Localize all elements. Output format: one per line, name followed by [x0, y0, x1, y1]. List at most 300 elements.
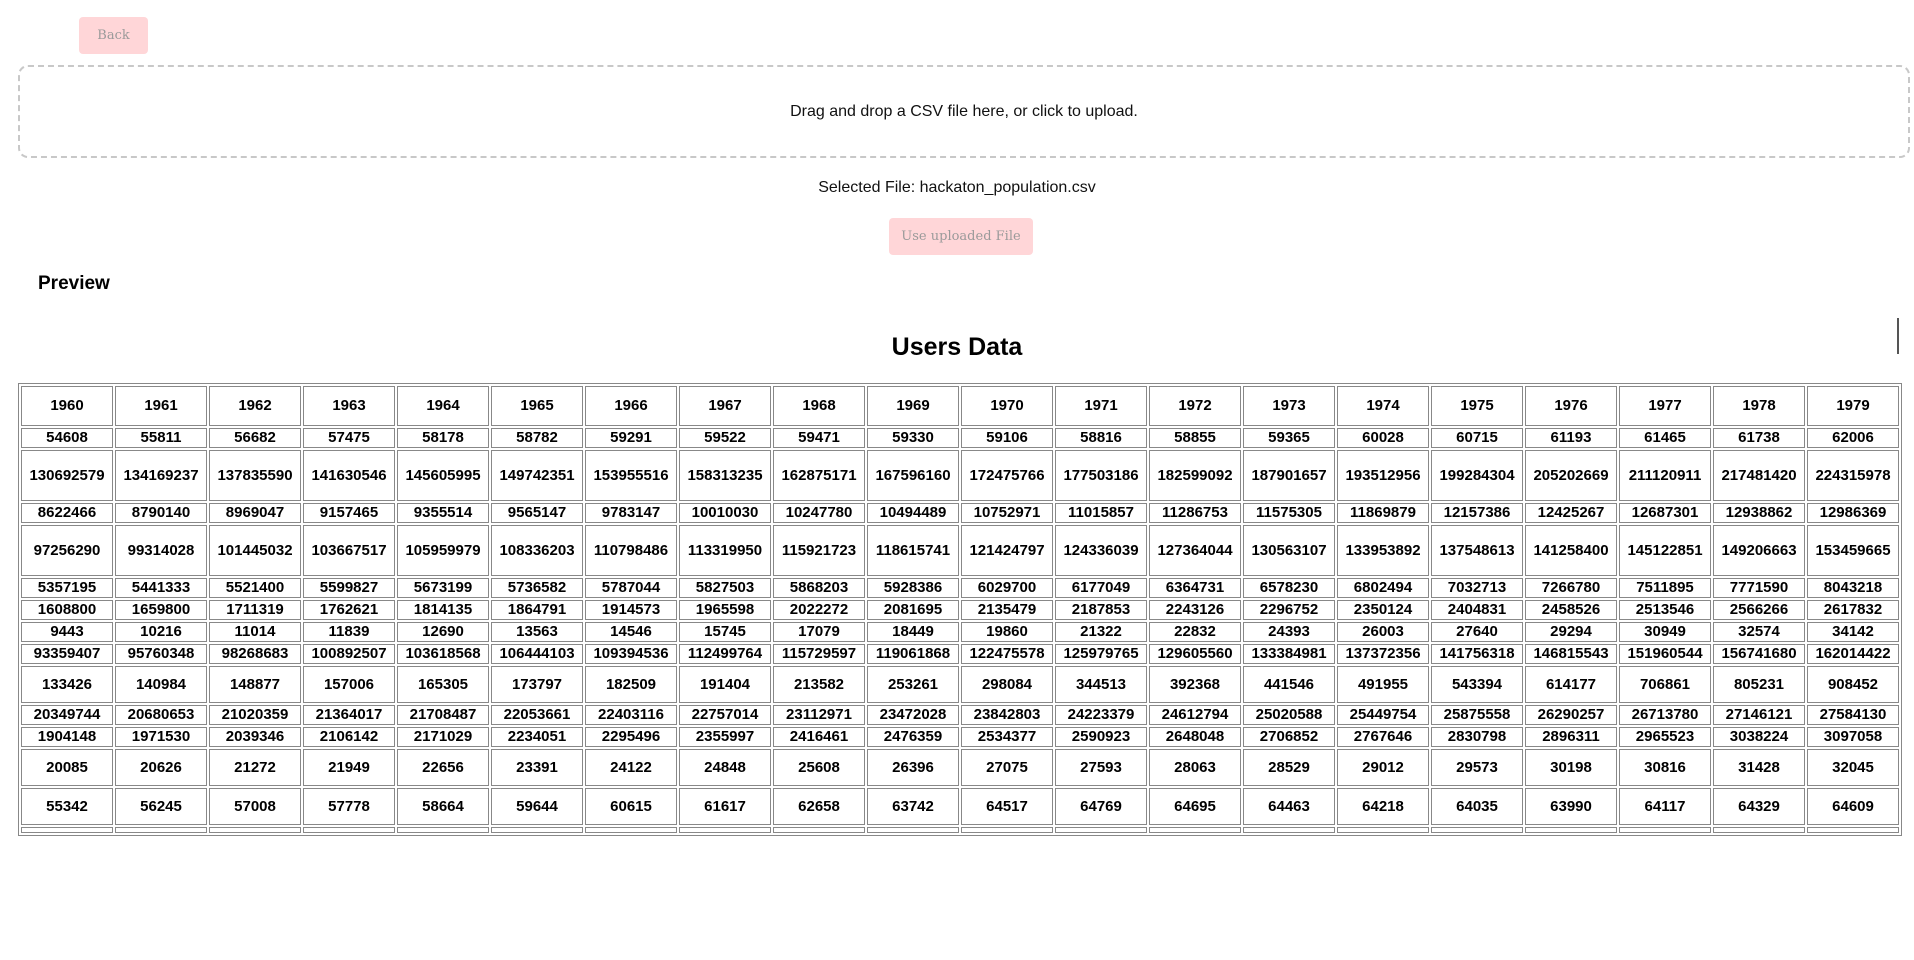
table-header-cell: 1968 — [773, 386, 865, 426]
table-cell: 26396 — [867, 749, 959, 786]
table-cell: 173797 — [491, 666, 583, 703]
table-cell: 2896311 — [1525, 727, 1617, 747]
table-cell: 22053661 — [491, 705, 583, 725]
table-cell: 23472028 — [867, 705, 959, 725]
table-cell: 11575305 — [1243, 503, 1335, 523]
table-cell: 58782 — [491, 428, 583, 448]
horizontal-scrollbar[interactable] — [1897, 318, 1899, 354]
table-cell: 64609 — [1807, 788, 1899, 825]
table-cell: 2648048 — [1149, 727, 1241, 747]
table-cell: 157006 — [303, 666, 395, 703]
table-cell: 130563107 — [1243, 525, 1335, 576]
table-cell: 30198 — [1525, 749, 1617, 786]
table-cell: 11014 — [209, 622, 301, 642]
data-table — [18, 383, 1902, 836]
table-cell: 205202669 — [1525, 450, 1617, 501]
table-cell — [491, 827, 583, 833]
table-cell — [1619, 827, 1711, 833]
table-cell: 187901657 — [1243, 450, 1335, 501]
table-cell: 64218 — [1337, 788, 1429, 825]
table-cell: 64035 — [1431, 788, 1523, 825]
table-cell: 141258400 — [1525, 525, 1617, 576]
table-cell: 217481420 — [1713, 450, 1805, 501]
table-cell: 58178 — [397, 428, 489, 448]
table-cell: 11839 — [303, 622, 395, 642]
table-cell: 145122851 — [1619, 525, 1711, 576]
table-cell — [1807, 827, 1899, 833]
table-cell: 58855 — [1149, 428, 1241, 448]
table-cell: 24122 — [585, 749, 677, 786]
table-cell: 23391 — [491, 749, 583, 786]
table-row — [21, 600, 1899, 620]
table-cell: 2187853 — [1055, 600, 1147, 620]
table-cell: 149206663 — [1713, 525, 1805, 576]
table-cell: 5521400 — [209, 578, 301, 598]
table-cell: 491955 — [1337, 666, 1429, 703]
table-row — [21, 788, 1899, 825]
table-cell: 211120911 — [1619, 450, 1711, 501]
table-cell: 177503186 — [1055, 450, 1147, 501]
table-cell: 162014422 — [1807, 644, 1899, 664]
table-cell: 156741680 — [1713, 644, 1805, 664]
table-header-cell: 1967 — [679, 386, 771, 426]
table-cell: 12690 — [397, 622, 489, 642]
table-cell: 2416461 — [773, 727, 865, 747]
table-cell: 2476359 — [867, 727, 959, 747]
table-cell: 1904148 — [21, 727, 113, 747]
table-cell: 21322 — [1055, 622, 1147, 642]
table-cell: 133384981 — [1243, 644, 1335, 664]
table-row — [21, 503, 1899, 523]
table-cell: 31428 — [1713, 749, 1805, 786]
table-cell: 7032713 — [1431, 578, 1523, 598]
table-cell: 22656 — [397, 749, 489, 786]
table-cell: 115921723 — [773, 525, 865, 576]
table-cell: 18449 — [867, 622, 959, 642]
table-cell: 5736582 — [491, 578, 583, 598]
table-cell: 193512956 — [1337, 450, 1429, 501]
table-cell: 57475 — [303, 428, 395, 448]
table-cell: 22403116 — [585, 705, 677, 725]
table-cell: 59291 — [585, 428, 677, 448]
table-cell: 127364044 — [1149, 525, 1241, 576]
table-cell — [773, 827, 865, 833]
table-header-cell: 1977 — [1619, 386, 1711, 426]
table-cell: 55811 — [115, 428, 207, 448]
table-cell: 103618568 — [397, 644, 489, 664]
table-cell: 9355514 — [397, 503, 489, 523]
table-cell: 2566266 — [1713, 600, 1805, 620]
table-header-cell: 1978 — [1713, 386, 1805, 426]
table-row — [21, 450, 1899, 501]
table-cell: 24848 — [679, 749, 771, 786]
table-cell: 93359407 — [21, 644, 113, 664]
table-cell: 2135479 — [961, 600, 1053, 620]
table-cell: 97256290 — [21, 525, 113, 576]
table-cell: 9443 — [21, 622, 113, 642]
table-row — [21, 525, 1899, 576]
table-cell: 441546 — [1243, 666, 1335, 703]
table-cell: 12687301 — [1619, 503, 1711, 523]
table-cell: 182509 — [585, 666, 677, 703]
table-header-cell: 1966 — [585, 386, 677, 426]
table-cell: 54608 — [21, 428, 113, 448]
table-cell: 1711319 — [209, 600, 301, 620]
table-cell: 122475578 — [961, 644, 1053, 664]
table-cell: 298084 — [961, 666, 1053, 703]
table-cell: 8969047 — [209, 503, 301, 523]
table-cell: 62658 — [773, 788, 865, 825]
table-cell: 63742 — [867, 788, 959, 825]
table-cell: 61617 — [679, 788, 771, 825]
table-row — [21, 644, 1899, 664]
table-cell: 26290257 — [1525, 705, 1617, 725]
table-cell: 6364731 — [1149, 578, 1241, 598]
table-header-cell: 1963 — [303, 386, 395, 426]
table-cell: 145605995 — [397, 450, 489, 501]
table-cell — [209, 827, 301, 833]
table-cell: 22832 — [1149, 622, 1241, 642]
table-cell: 2081695 — [867, 600, 959, 620]
table-row — [21, 749, 1899, 786]
table-cell: 1864791 — [491, 600, 583, 620]
table-cell: 614177 — [1525, 666, 1617, 703]
table-cell: 29294 — [1525, 622, 1617, 642]
table-cell: 100892507 — [303, 644, 395, 664]
table-cell: 12425267 — [1525, 503, 1617, 523]
table-cell: 148877 — [209, 666, 301, 703]
table-cell: 6802494 — [1337, 578, 1429, 598]
table-cell: 12157386 — [1431, 503, 1523, 523]
table-cell: 2234051 — [491, 727, 583, 747]
table-cell — [1243, 827, 1335, 833]
table-cell: 5827503 — [679, 578, 771, 598]
table-cell: 149742351 — [491, 450, 583, 501]
table-cell: 129605560 — [1149, 644, 1241, 664]
table-cell: 28063 — [1149, 749, 1241, 786]
table-cell: 2404831 — [1431, 600, 1523, 620]
table-cell: 9157465 — [303, 503, 395, 523]
table-cell: 2458526 — [1525, 600, 1617, 620]
table-cell: 191404 — [679, 666, 771, 703]
table-header-cell: 1976 — [1525, 386, 1617, 426]
table-cell: 5599827 — [303, 578, 395, 598]
table-cell — [1431, 827, 1523, 833]
table-cell — [115, 827, 207, 833]
table-cell: 108336203 — [491, 525, 583, 576]
table-cell: 101445032 — [209, 525, 301, 576]
table-cell: 1965598 — [679, 600, 771, 620]
table-cell: 25608 — [773, 749, 865, 786]
table-cell: 95760348 — [115, 644, 207, 664]
table-cell: 56245 — [115, 788, 207, 825]
table-cell: 64517 — [961, 788, 1053, 825]
table-cell: 22757014 — [679, 705, 771, 725]
table-cell: 63990 — [1525, 788, 1617, 825]
table-header-cell: 1964 — [397, 386, 489, 426]
table-cell — [679, 827, 771, 833]
use-uploaded-file-button[interactable]: Use uploaded File — [889, 218, 1033, 255]
table-cell: 21364017 — [303, 705, 395, 725]
table-cell: 2767646 — [1337, 727, 1429, 747]
table-cell: 12986369 — [1807, 503, 1899, 523]
table-cell: 57778 — [303, 788, 395, 825]
table-cell: 64769 — [1055, 788, 1147, 825]
selected-file-text: Selected File: hackaton_population.csv — [818, 179, 1096, 196]
table-cell: 62006 — [1807, 428, 1899, 448]
table-header-cell: 1969 — [867, 386, 959, 426]
table-row — [21, 827, 1899, 833]
table-cell: 64329 — [1713, 788, 1805, 825]
table-cell — [1337, 827, 1429, 833]
table-cell: 99314028 — [115, 525, 207, 576]
table-cell: 2039346 — [209, 727, 301, 747]
table-cell: 57008 — [209, 788, 301, 825]
table-cell: 21020359 — [209, 705, 301, 725]
table-cell: 25449754 — [1337, 705, 1429, 725]
table-cell: 124336039 — [1055, 525, 1147, 576]
table-cell: 59644 — [491, 788, 583, 825]
table-cell: 2590923 — [1055, 727, 1147, 747]
table-row — [21, 578, 1899, 598]
table-cell: 27584130 — [1807, 705, 1899, 725]
table-cell: 137835590 — [209, 450, 301, 501]
table-header-cell: 1972 — [1149, 386, 1241, 426]
table-cell: 7771590 — [1713, 578, 1805, 598]
table-cell — [1149, 827, 1241, 833]
table-cell: 158313235 — [679, 450, 771, 501]
table-cell: 105959979 — [397, 525, 489, 576]
table-cell: 20349744 — [21, 705, 113, 725]
table-cell: 56682 — [209, 428, 301, 448]
table-cell: 3097058 — [1807, 727, 1899, 747]
table-cell: 61193 — [1525, 428, 1617, 448]
table-cell: 344513 — [1055, 666, 1147, 703]
table-cell: 26003 — [1337, 622, 1429, 642]
table-cell — [1525, 827, 1617, 833]
table-cell: 21708487 — [397, 705, 489, 725]
table-cell: 2513546 — [1619, 600, 1711, 620]
table-cell: 118615741 — [867, 525, 959, 576]
table-cell — [21, 827, 113, 833]
table-cell: 141630546 — [303, 450, 395, 501]
table-cell: 10247780 — [773, 503, 865, 523]
table-cell: 153459665 — [1807, 525, 1899, 576]
table-cell: 7511895 — [1619, 578, 1711, 598]
table-cell: 2534377 — [961, 727, 1053, 747]
table-cell: 12938862 — [1713, 503, 1805, 523]
table-cell: 110798486 — [585, 525, 677, 576]
table-cell: 2243126 — [1149, 600, 1241, 620]
table-cell: 19860 — [961, 622, 1053, 642]
table-cell: 20626 — [115, 749, 207, 786]
table-cell: 2171029 — [397, 727, 489, 747]
table-title: Users Data — [891, 333, 1023, 361]
table-cell: 2965523 — [1619, 727, 1711, 747]
table-cell: 60715 — [1431, 428, 1523, 448]
table-cell: 137372356 — [1337, 644, 1429, 664]
table-cell: 119061868 — [867, 644, 959, 664]
table-cell: 14546 — [585, 622, 677, 642]
table-cell: 253261 — [867, 666, 959, 703]
table-cell: 7266780 — [1525, 578, 1617, 598]
csv-dropzone[interactable] — [18, 65, 1910, 158]
table-cell — [867, 827, 959, 833]
table-cell: 908452 — [1807, 666, 1899, 703]
table-cell: 3038224 — [1713, 727, 1805, 747]
table-cell: 121424797 — [961, 525, 1053, 576]
table-cell: 8622466 — [21, 503, 113, 523]
table-cell: 2830798 — [1431, 727, 1523, 747]
table-cell: 64463 — [1243, 788, 1335, 825]
table-cell: 2617832 — [1807, 600, 1899, 620]
table-cell: 98268683 — [209, 644, 301, 664]
table-cell — [303, 827, 395, 833]
table-cell: 112499764 — [679, 644, 771, 664]
table-cell: 55342 — [21, 788, 113, 825]
table-cell: 6177049 — [1055, 578, 1147, 598]
table-cell: 64695 — [1149, 788, 1241, 825]
table-header-cell: 1970 — [961, 386, 1053, 426]
table-cell: 1971530 — [115, 727, 207, 747]
table-header-cell: 1962 — [209, 386, 301, 426]
table-cell: 133953892 — [1337, 525, 1429, 576]
table-cell: 61465 — [1619, 428, 1711, 448]
table-cell: 10494489 — [867, 503, 959, 523]
table-cell: 6029700 — [961, 578, 1053, 598]
table-cell: 11286753 — [1149, 503, 1241, 523]
table-cell: 17079 — [773, 622, 865, 642]
table-cell: 151960544 — [1619, 644, 1711, 664]
table-row — [21, 428, 1899, 448]
table-header-cell: 1975 — [1431, 386, 1523, 426]
table-cell: 1608800 — [21, 600, 113, 620]
table-cell: 2295496 — [585, 727, 677, 747]
table-cell: 5928386 — [867, 578, 959, 598]
table-cell: 172475766 — [961, 450, 1053, 501]
table-cell: 11869879 — [1337, 503, 1429, 523]
table-cell: 20680653 — [115, 705, 207, 725]
table-cell: 26713780 — [1619, 705, 1711, 725]
table-cell: 6578230 — [1243, 578, 1335, 598]
table-cell: 182599092 — [1149, 450, 1241, 501]
table-cell: 15745 — [679, 622, 771, 642]
table-cell: 61738 — [1713, 428, 1805, 448]
table-cell: 30949 — [1619, 622, 1711, 642]
table-cell: 1914573 — [585, 600, 677, 620]
table-cell: 29573 — [1431, 749, 1523, 786]
table-cell: 2706852 — [1243, 727, 1335, 747]
table-cell: 59330 — [867, 428, 959, 448]
table-cell: 1814135 — [397, 600, 489, 620]
table-row — [21, 705, 1899, 725]
table-cell: 224315978 — [1807, 450, 1899, 501]
table-row — [21, 727, 1899, 747]
table-cell: 32045 — [1807, 749, 1899, 786]
preview-heading: Preview — [38, 273, 110, 294]
table-cell — [1713, 827, 1805, 833]
table-cell: 34142 — [1807, 622, 1899, 642]
table-cell: 32574 — [1713, 622, 1805, 642]
table-cell: 141756318 — [1431, 644, 1523, 664]
table-cell: 146815543 — [1525, 644, 1617, 664]
table-cell: 153955516 — [585, 450, 677, 501]
table-cell: 392368 — [1149, 666, 1241, 703]
table-cell: 106444103 — [491, 644, 583, 664]
table-cell: 27640 — [1431, 622, 1523, 642]
table-header-cell: 1961 — [115, 386, 207, 426]
table-cell: 2355997 — [679, 727, 771, 747]
table-cell: 24223379 — [1055, 705, 1147, 725]
table-cell: 58664 — [397, 788, 489, 825]
table-cell: 24393 — [1243, 622, 1335, 642]
table-cell: 5868203 — [773, 578, 865, 598]
table-cell — [1055, 827, 1147, 833]
table-cell: 125979765 — [1055, 644, 1147, 664]
table-cell: 706861 — [1619, 666, 1711, 703]
table-row — [21, 666, 1899, 703]
table-header-cell: 1979 — [1807, 386, 1899, 426]
table-cell: 199284304 — [1431, 450, 1523, 501]
table-cell — [585, 827, 677, 833]
table-header-cell: 1974 — [1337, 386, 1429, 426]
back-button[interactable]: Back — [79, 17, 148, 54]
table-cell: 60615 — [585, 788, 677, 825]
table-cell: 64117 — [1619, 788, 1711, 825]
table-cell: 59471 — [773, 428, 865, 448]
table-cell: 5441333 — [115, 578, 207, 598]
table-cell: 10752971 — [961, 503, 1053, 523]
table-cell: 9783147 — [585, 503, 677, 523]
table-cell: 27593 — [1055, 749, 1147, 786]
table-cell: 1659800 — [115, 600, 207, 620]
table-cell: 60028 — [1337, 428, 1429, 448]
table-cell: 25020588 — [1243, 705, 1335, 725]
table-cell: 1762621 — [303, 600, 395, 620]
table-cell: 29012 — [1337, 749, 1429, 786]
table-cell: 2350124 — [1337, 600, 1429, 620]
data-table-container[interactable] — [18, 383, 1907, 895]
table-cell: 167596160 — [867, 450, 959, 501]
table-cell: 23112971 — [773, 705, 865, 725]
table-cell: 165305 — [397, 666, 489, 703]
table-header-row — [21, 386, 1899, 426]
table-cell: 115729597 — [773, 644, 865, 664]
table-cell: 213582 — [773, 666, 865, 703]
table-cell: 58816 — [1055, 428, 1147, 448]
table-header-cell: 1960 — [21, 386, 113, 426]
table-cell — [397, 827, 489, 833]
table-cell: 13563 — [491, 622, 583, 642]
table-cell: 59106 — [961, 428, 1053, 448]
table-cell: 2106142 — [303, 727, 395, 747]
table-cell: 10216 — [115, 622, 207, 642]
table-cell: 30816 — [1619, 749, 1711, 786]
table-cell: 21272 — [209, 749, 301, 786]
table-cell: 140984 — [115, 666, 207, 703]
table-cell: 20085 — [21, 749, 113, 786]
table-cell: 130692579 — [21, 450, 113, 501]
table-cell: 5673199 — [397, 578, 489, 598]
table-cell: 134169237 — [115, 450, 207, 501]
table-cell: 2296752 — [1243, 600, 1335, 620]
table-cell: 113319950 — [679, 525, 771, 576]
table-cell: 28529 — [1243, 749, 1335, 786]
table-cell: 59522 — [679, 428, 771, 448]
table-cell: 8043218 — [1807, 578, 1899, 598]
table-cell: 9565147 — [491, 503, 583, 523]
table-cell: 8790140 — [115, 503, 207, 523]
